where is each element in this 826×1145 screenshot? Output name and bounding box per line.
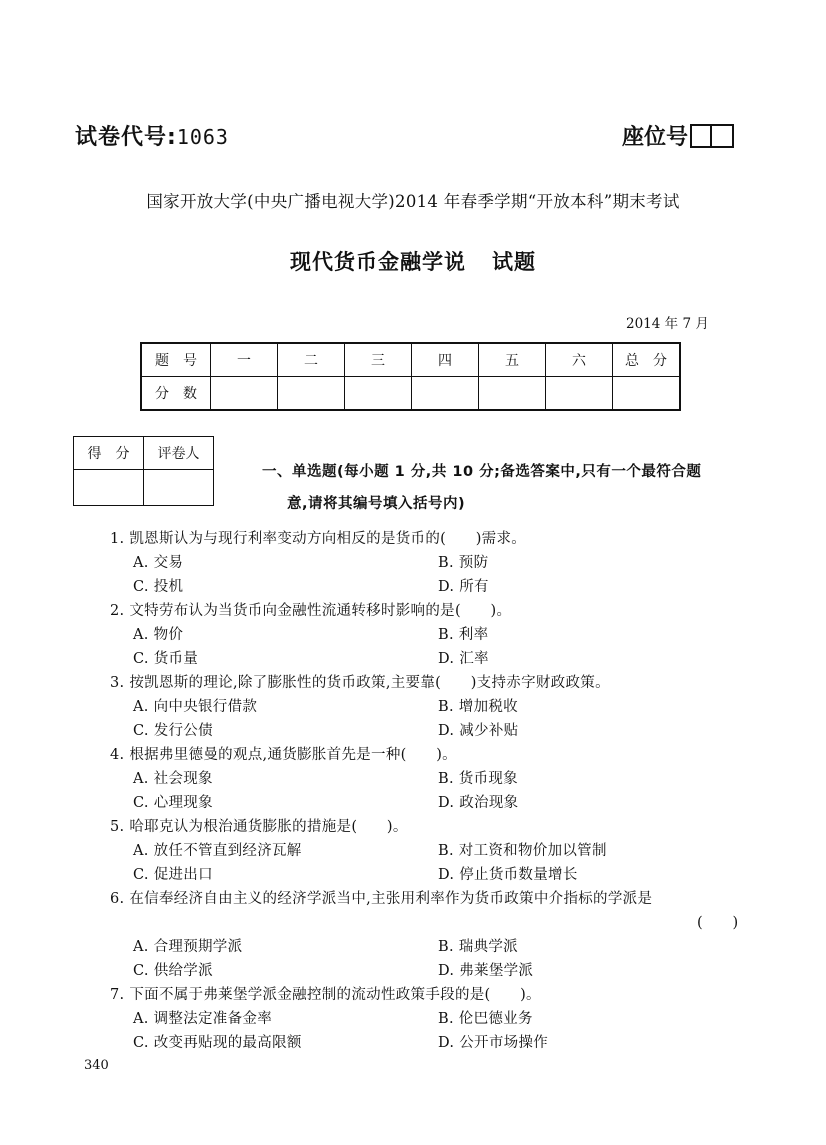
option-c: C. 投机 <box>133 579 184 595</box>
question-stem: 4. 根据弗里德曼的观点,通货膨胀首先是一种( )。 <box>110 747 457 763</box>
grader-name-cell[interactable] <box>144 470 214 506</box>
score-header-cell: 四 <box>412 343 479 377</box>
answer-paren: ( ) <box>697 915 739 931</box>
score-cell[interactable] <box>546 377 613 411</box>
exam-date: 2014 年 7 月 <box>626 316 709 332</box>
question-stem: 6. 在信奉经济自由主义的经济学派当中,主张用利率作为货币政策中介指标的学派是 <box>110 891 653 907</box>
question-stem: 2. 文特劳布认为当货币向金融性流通转移时影响的是( )。 <box>110 603 512 619</box>
option-b: B. 伦巴德业务 <box>438 1011 533 1027</box>
option-a: A. 社会现象 <box>133 771 213 787</box>
score-header-cell: 三 <box>345 343 412 377</box>
score-table-header-row <box>141 343 680 377</box>
exam-subtitle: 国家开放大学(中央广播电视大学)2014 年春季学期“开放本科”期末考试 <box>146 192 680 211</box>
score-cell[interactable] <box>412 377 479 411</box>
option-d: D. 汇率 <box>438 651 489 667</box>
exam-code-label: 试卷代号: <box>75 125 177 150</box>
score-table-score-row <box>141 377 680 411</box>
score-cell[interactable] <box>278 377 345 411</box>
exam-code <box>75 120 229 151</box>
score-header-cell: 题 号 <box>141 343 211 377</box>
course-title: 现代货币金融学说 <box>290 250 466 274</box>
option-d: D. 所有 <box>438 579 489 595</box>
option-b: B. 预防 <box>438 555 489 571</box>
option-b: B. 货币现象 <box>438 771 518 787</box>
score-cell[interactable] <box>613 377 681 411</box>
option-b: B. 瑞典学派 <box>438 939 518 955</box>
page-number: 340 <box>84 1058 109 1073</box>
question-stem: 7. 下面不属于弗莱堡学派金融控制的流动性政策手段的是( )。 <box>110 987 541 1003</box>
option-b: B. 增加税收 <box>438 699 518 715</box>
grader-score-label: 得 分 <box>74 437 144 470</box>
question-stem: 1. 凯恩斯认为与现行利率变动方向相反的是货币的( )需求。 <box>110 531 527 547</box>
score-cell[interactable] <box>479 377 546 411</box>
exam-code-value: 1063 <box>176 125 229 149</box>
seat-box <box>712 124 734 148</box>
option-d: D. 政治现象 <box>438 795 519 811</box>
score-cell[interactable] <box>345 377 412 411</box>
option-a: A. 向中央银行借款 <box>133 699 258 715</box>
score-header-cell: 五 <box>479 343 546 377</box>
option-d: D. 停止货币数量增长 <box>438 867 578 883</box>
option-c: C. 货币量 <box>133 651 199 667</box>
option-d: D. 公开市场操作 <box>438 1035 549 1051</box>
score-header-cell: 一 <box>211 343 278 377</box>
option-c: C. 心理现象 <box>133 795 213 811</box>
score-header-cell: 二 <box>278 343 345 377</box>
score-header-cell: 六 <box>546 343 613 377</box>
exam-title <box>0 246 826 276</box>
score-row-label: 分 数 <box>141 377 211 411</box>
option-d: D. 减少补贴 <box>438 723 519 739</box>
option-b: B. 利率 <box>438 627 489 643</box>
title-suffix: 试题 <box>492 250 536 274</box>
score-cell[interactable] <box>211 377 278 411</box>
option-a: A. 放任不管直到经济瓦解 <box>133 843 302 859</box>
section-heading: 一、单选题(每小题 1 分,共 10 分;备选答案中,只有一个最符合题 <box>262 464 702 480</box>
grader-name-label: 评卷人 <box>144 437 214 470</box>
section-heading-cont: 意,请将其编号填入括号内) <box>287 496 466 512</box>
seat-box <box>690 124 712 148</box>
option-a: A. 调整法定准备金率 <box>133 1011 272 1027</box>
question-stem: 5. 哈耶克认为根治通货膨胀的措施是( )。 <box>110 819 408 835</box>
option-c: C. 改变再贴现的最高限额 <box>133 1035 302 1051</box>
option-a: A. 交易 <box>133 555 184 571</box>
seat-boxes <box>690 124 734 148</box>
score-table <box>140 342 681 411</box>
option-c: C. 促进出口 <box>133 867 213 883</box>
option-a: A. 合理预期学派 <box>133 939 243 955</box>
option-b: B. 对工资和物价加以管制 <box>438 843 607 859</box>
seat-label: 座位号 <box>622 125 689 150</box>
grader-score-cell[interactable] <box>74 470 144 506</box>
option-d: D. 弗莱堡学派 <box>438 963 534 979</box>
question-stem: 3. 按凯恩斯的理论,除了膨胀性的货币政策,主要靠( )支持赤字财政政策。 <box>110 675 610 691</box>
option-c: C. 供给学派 <box>133 963 213 979</box>
seat-number <box>622 120 734 151</box>
option-c: C. 发行公债 <box>133 723 213 739</box>
score-header-cell: 总 分 <box>613 343 681 377</box>
option-a: A. 物价 <box>133 627 184 643</box>
grader-box <box>73 436 214 506</box>
